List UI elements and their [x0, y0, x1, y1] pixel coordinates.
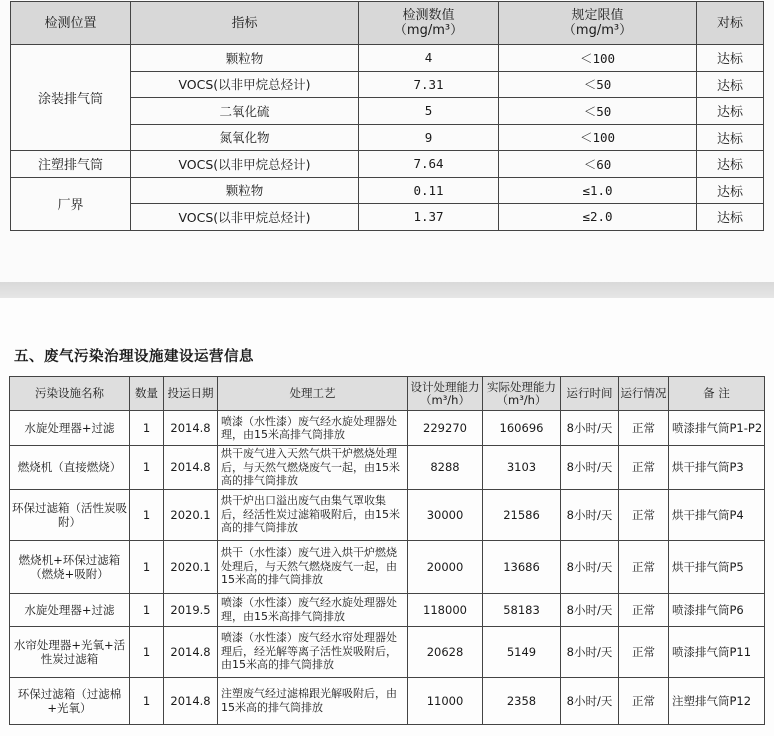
- facility-date: 2014.8: [164, 411, 218, 446]
- facility-design-capacity: 11000: [408, 677, 483, 724]
- facility-actual-capacity: 160696: [483, 411, 561, 446]
- facility-name: 水旋处理器+过滤: [10, 411, 130, 446]
- value-cell: 5: [359, 98, 499, 125]
- facility-status: 正常: [619, 411, 669, 446]
- facility-date: 2014.8: [164, 446, 218, 490]
- facility-qty: 1: [130, 540, 164, 593]
- facility-run-time: 8小时/天: [561, 593, 619, 626]
- result-cell: 达标: [697, 177, 764, 204]
- result-cell: 达标: [697, 204, 764, 231]
- facility-design-capacity: 30000: [408, 489, 483, 540]
- limit-cell: ＜100: [499, 124, 697, 151]
- emission-monitoring-table: [10, 1, 764, 231]
- facility-qty: 1: [130, 593, 164, 626]
- facility-date: 2020.1: [164, 540, 218, 593]
- header-note: 备 注: [669, 377, 765, 411]
- facility-design-capacity: 8288: [408, 446, 483, 490]
- facility-design-capacity: 118000: [408, 593, 483, 626]
- table-row: [10, 593, 765, 626]
- facility-design-capacity: 20000: [408, 540, 483, 593]
- table-row: [10, 446, 765, 490]
- facility-date: 2014.8: [164, 626, 218, 677]
- facility-note: 喷漆排气筒P1-P2: [669, 411, 765, 446]
- indicator-cell: 颗粒物: [131, 177, 359, 204]
- limit-cell: ≤1.0: [499, 177, 697, 204]
- header-status: 运行情况: [619, 377, 669, 411]
- facility-actual-capacity: 58183: [483, 593, 561, 626]
- facility-name: 水帘处理器+光氧+活性炭过滤箱: [10, 626, 130, 677]
- indicator-cell: VOCS(以非甲烷总烃计): [131, 204, 359, 231]
- facility-qty: 1: [130, 489, 164, 540]
- result-cell: 达标: [697, 45, 764, 72]
- facility-note: 烘干排气筒P4: [669, 489, 765, 540]
- facility-design-capacity: 229270: [408, 411, 483, 446]
- indicator-cell: 氮氧化物: [131, 124, 359, 151]
- facility-status: 正常: [619, 540, 669, 593]
- section-title: 五、废气污染治理设施建设运营信息: [14, 349, 254, 365]
- value-cell: 9: [359, 124, 499, 151]
- header-measured: 检测数值 （mg/m³）: [359, 2, 499, 45]
- facility-date: 2019.5: [164, 593, 218, 626]
- facility-name: 环保过滤箱（过滤棉+光氧）: [10, 677, 130, 724]
- facility-run-time: 8小时/天: [561, 446, 619, 490]
- header-actual-capacity: 实际处理能力 （m³/h）: [483, 377, 561, 411]
- facility-qty: 1: [130, 677, 164, 724]
- facility-status: 正常: [619, 626, 669, 677]
- table-row: [11, 45, 764, 72]
- result-cell: 达标: [697, 151, 764, 178]
- facility-run-time: 8小时/天: [561, 489, 619, 540]
- location-cell: 涂装排气筒: [11, 45, 131, 151]
- facility-process: 喷漆（水性漆）废气经水旋处理器处理，由15米高排气筒排放: [218, 593, 408, 626]
- header-compliance: 对标: [697, 2, 764, 45]
- table-row: [11, 177, 764, 204]
- facility-run-time: 8小时/天: [561, 411, 619, 446]
- indicator-cell: VOCS(以非甲烷总烃计): [131, 151, 359, 178]
- facility-actual-capacity: 2358: [483, 677, 561, 724]
- facility-process: 烘干废气进入天然气烘干炉燃烧处理后，与天然气燃烧废气一起，由15米高的排气筒排放: [218, 446, 408, 490]
- header-limit: 规定限值 （mg/m³）: [499, 2, 697, 45]
- facility-note: 烘干排气筒P5: [669, 540, 765, 593]
- header-qty: 数量: [130, 377, 164, 411]
- header-date: 投运日期: [164, 377, 218, 411]
- location-cell: 厂界: [11, 177, 131, 230]
- limit-cell: ≤2.0: [499, 204, 697, 231]
- facility-note: 喷漆排气筒P6: [669, 593, 765, 626]
- facility-run-time: 8小时/天: [561, 626, 619, 677]
- facility-qty: 1: [130, 411, 164, 446]
- value-cell: 4: [359, 45, 499, 72]
- facility-process: 烘干炉出口溢出废气由集气罩收集后，经活性炭过滤箱吸附后，由15米高的排气筒排放: [218, 489, 408, 540]
- facility-note: 烘干排气筒P3: [669, 446, 765, 490]
- facility-process: 注塑废气经过滤棉跟光解吸附后，由15米高的排气筒排放: [218, 677, 408, 724]
- facility-name: 燃烧机+环保过滤箱（燃烧+吸附）: [10, 540, 130, 593]
- indicator-cell: 颗粒物: [131, 45, 359, 72]
- facility-actual-capacity: 5149: [483, 626, 561, 677]
- facility-status: 正常: [619, 489, 669, 540]
- header-process: 处理工艺: [218, 377, 408, 411]
- facility-status: 正常: [619, 446, 669, 490]
- facility-note: 注塑排气筒P12: [669, 677, 765, 724]
- result-cell: 达标: [697, 98, 764, 125]
- limit-cell: ＜60: [499, 151, 697, 178]
- facility-actual-capacity: 21586: [483, 489, 561, 540]
- facility-name: 水旋处理器+过滤: [10, 593, 130, 626]
- facility-qty: 1: [130, 626, 164, 677]
- facility-table: [9, 376, 765, 725]
- table-row: [10, 411, 765, 446]
- facility-design-capacity: 20628: [408, 626, 483, 677]
- facility-note: 喷漆排气筒P11: [669, 626, 765, 677]
- facility-run-time: 8小时/天: [561, 540, 619, 593]
- result-cell: 达标: [697, 124, 764, 151]
- facility-date: 2020.1: [164, 489, 218, 540]
- value-cell: 7.31: [359, 71, 499, 98]
- table-row: [10, 489, 765, 540]
- page-gap: [0, 282, 774, 298]
- facility-date: 2014.8: [164, 677, 218, 724]
- header-name: 污染设施名称: [10, 377, 130, 411]
- header-design-capacity: 设计处理能力 （m³/h）: [408, 377, 483, 411]
- facility-status: 正常: [619, 677, 669, 724]
- value-cell: 0.11: [359, 177, 499, 204]
- facility-process: 烘干（水性漆）废气进入烘干炉燃烧处理后，与天然气燃烧废气一起，由15米高的排气筒排放: [218, 540, 408, 593]
- table-row: [11, 151, 764, 178]
- header-run-time: 运行时间: [561, 377, 619, 411]
- header-row: [11, 2, 764, 45]
- header-location: 检测位置: [11, 2, 131, 45]
- facility-actual-capacity: 13686: [483, 540, 561, 593]
- facility-status: 正常: [619, 593, 669, 626]
- header-row: [10, 377, 765, 411]
- value-cell: 1.37: [359, 204, 499, 231]
- result-cell: 达标: [697, 71, 764, 98]
- table-row: [10, 626, 765, 677]
- value-cell: 7.64: [359, 151, 499, 178]
- header-indicator: 指标: [131, 2, 359, 45]
- facility-name: 燃烧机（直接燃烧）: [10, 446, 130, 490]
- facility-qty: 1: [130, 446, 164, 490]
- indicator-cell: 二氧化硫: [131, 98, 359, 125]
- limit-cell: ＜100: [499, 45, 697, 72]
- limit-cell: ＜50: [499, 98, 697, 125]
- indicator-cell: VOCS(以非甲烷总烃计): [131, 71, 359, 98]
- table-row: [10, 540, 765, 593]
- location-cell: 注塑排气筒: [11, 151, 131, 178]
- facility-run-time: 8小时/天: [561, 677, 619, 724]
- facility-actual-capacity: 3103: [483, 446, 561, 490]
- facility-process: 喷漆（水性漆）废气经水帘处理器处理后，经光解等离子活性炭吸附后，由15米高的排气筒排放: [218, 626, 408, 677]
- facility-name: 环保过滤箱（活性炭吸附）: [10, 489, 130, 540]
- table-row: [10, 677, 765, 724]
- limit-cell: ＜50: [499, 71, 697, 98]
- facility-process: 喷漆（水性漆）废气经水旋处理器处理，由15米高排气筒排放: [218, 411, 408, 446]
